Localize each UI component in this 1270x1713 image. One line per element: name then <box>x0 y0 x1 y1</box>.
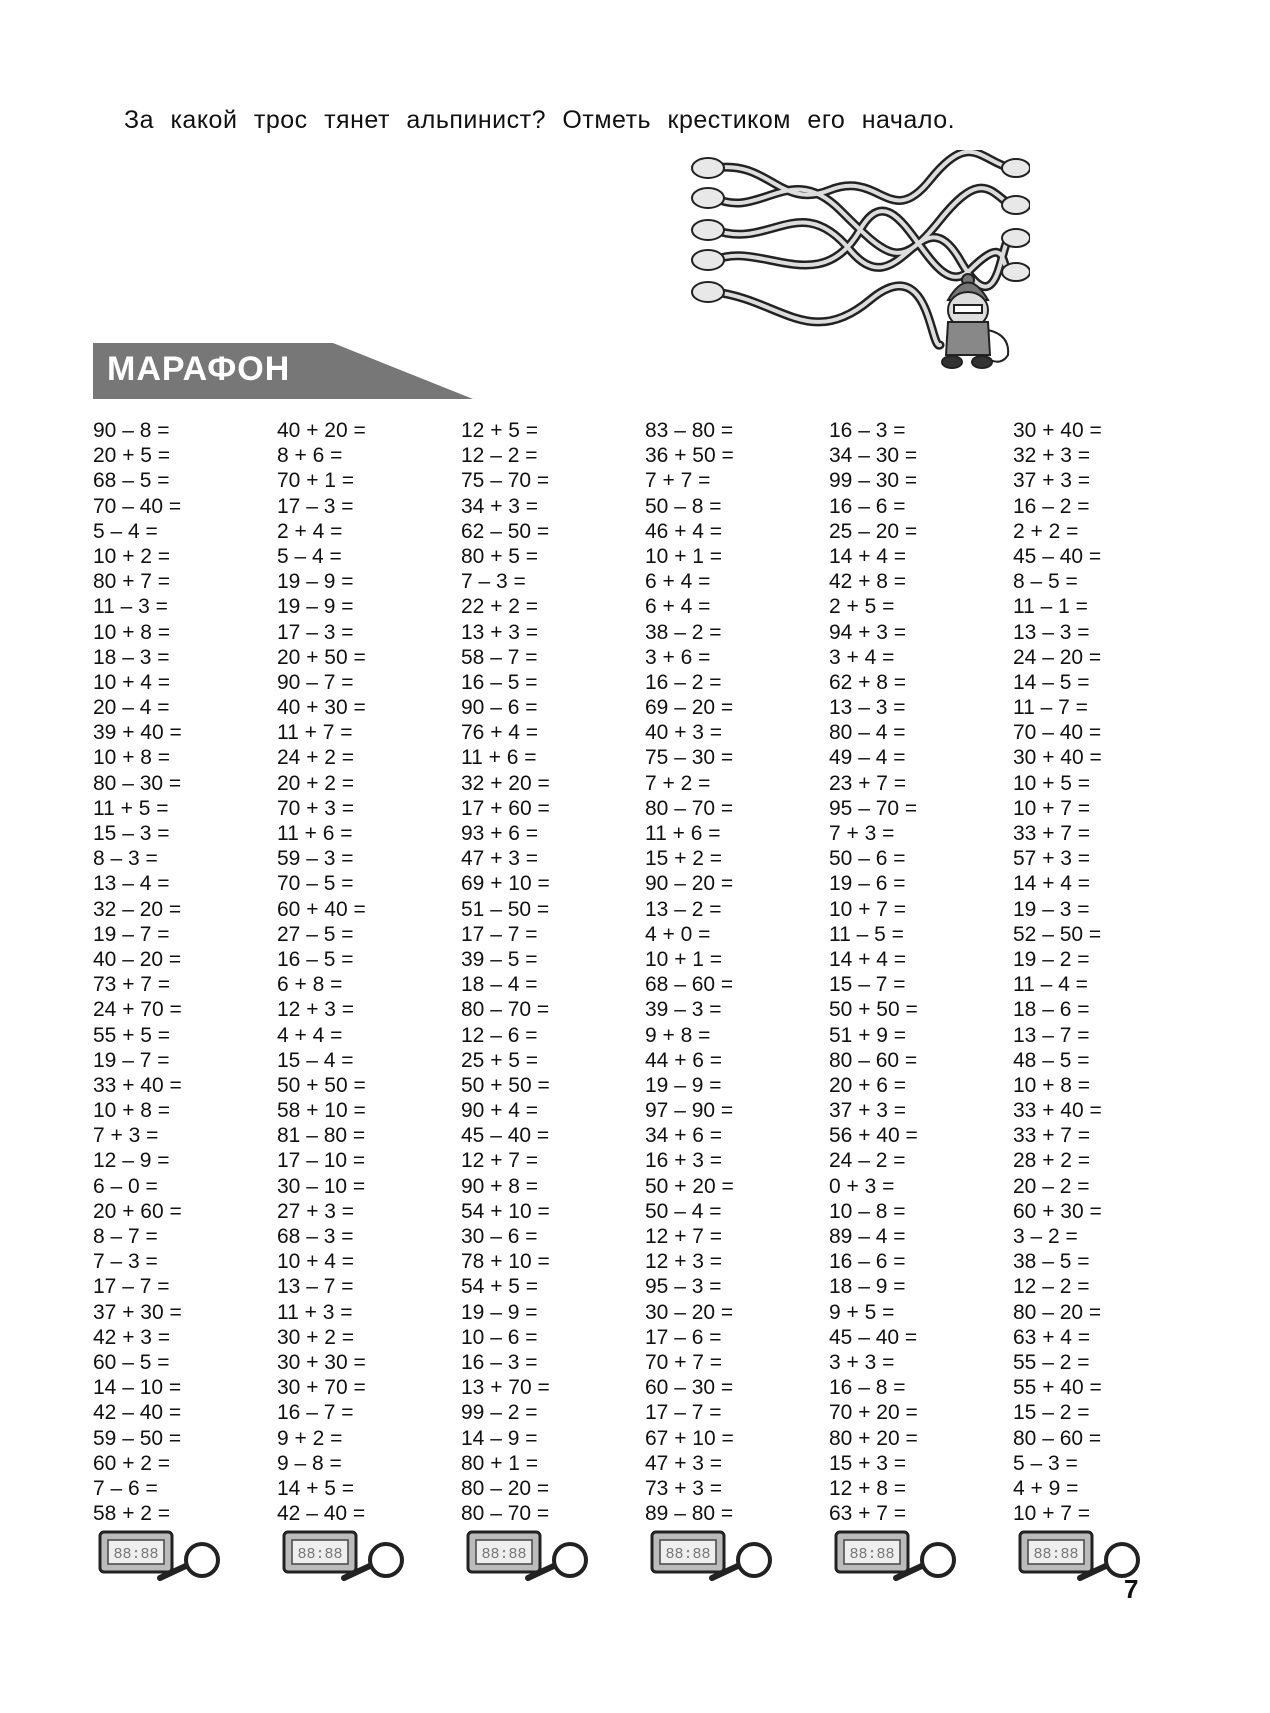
exercise-item: 70 + 20 = <box>829 1401 918 1425</box>
exercise-item: 20 – 4 = <box>93 696 170 720</box>
exercise-item: 75 – 70 = <box>461 469 550 493</box>
exercise-item: 5 – 4 = <box>277 544 342 568</box>
exercise-item: 58 + 2 = <box>93 1502 171 1526</box>
exercise-item: 33 + 40 = <box>1013 1099 1102 1123</box>
exercise-item: 25 + 5 = <box>461 1048 539 1072</box>
exercise-item: 90 – 7 = <box>277 670 354 694</box>
exercise-item: 13 – 3 = <box>1013 620 1090 644</box>
exercise-item: 10 + 7 = <box>1013 1502 1091 1526</box>
exercise-item: 80 + 7 = <box>93 570 171 594</box>
exercise-item: 81 – 80 = <box>277 1124 366 1148</box>
timer-digits: 88:88 <box>665 1546 711 1563</box>
instruction-text: За какой трос тянет альпинист? Отметь крестиком его начало. <box>124 106 956 134</box>
exercise-item: 3 + 3 = <box>829 1350 895 1374</box>
exercise-item: 17 – 3 = <box>277 494 354 518</box>
exercise-item: 7 – 6 = <box>93 1476 158 1500</box>
exercise-item: 10 + 8 = <box>93 1099 171 1123</box>
exercise-item: 14 + 4 = <box>1013 872 1091 896</box>
exercise-item: 80 – 4 = <box>829 721 906 745</box>
exercise-item: 12 – 2 = <box>461 444 538 468</box>
exercise-item: 70 + 7 = <box>645 1350 723 1374</box>
exercise-item: 60 + 30 = <box>1013 1199 1102 1223</box>
exercise-item: 30 + 30 = <box>277 1350 366 1374</box>
exercise-item: 19 – 9 = <box>277 595 354 619</box>
exercise-item: 46 + 4 = <box>645 519 723 543</box>
climber-figure <box>942 274 1008 368</box>
exercise-item: 70 – 40 = <box>93 494 182 518</box>
exercise-item: 16 – 3 = <box>829 419 906 442</box>
exercise-item: 8 + 6 = <box>277 444 343 468</box>
exercise-item: 32 + 20 = <box>461 771 550 795</box>
exercise-item: 4 + 9 = <box>1013 1476 1079 1500</box>
exercise-item: 42 – 40 = <box>277 1502 366 1526</box>
timer-digits: 88:88 <box>297 1546 343 1563</box>
exercise-item: 5 – 4 = <box>93 519 158 543</box>
exercise-item: 11 – 4 = <box>1013 973 1088 997</box>
exercise-item: 54 + 10 = <box>461 1199 550 1223</box>
exercise-column-1 <box>93 418 273 1526</box>
exercise-item: 16 – 3 = <box>461 1350 538 1374</box>
exercise-item: 10 + 1 = <box>645 544 723 568</box>
exercise-item: 12 + 3 = <box>277 998 355 1022</box>
exercise-item: 3 + 6 = <box>645 645 711 669</box>
exercise-item: 33 + 40 = <box>93 1073 182 1097</box>
exercise-item: 10 + 8 = <box>1013 1073 1091 1097</box>
exercise-item: 37 + 30 = <box>93 1300 182 1324</box>
exercise-item: 24 – 2 = <box>829 1149 906 1173</box>
exercise-item: 60 + 40 = <box>277 897 366 921</box>
exercise-item: 10 + 2 = <box>93 544 171 568</box>
exercise-item: 62 – 50 = <box>461 519 550 543</box>
exercise-item: 37 + 3 = <box>1013 469 1091 493</box>
exercise-item: 33 + 7 = <box>1013 1124 1091 1148</box>
exercise-item: 67 + 10 = <box>645 1426 734 1450</box>
exercise-item: 13 – 7 = <box>277 1275 354 1299</box>
exercise-item: 9 – 8 = <box>277 1451 342 1475</box>
exercise-item: 20 + 2 = <box>277 771 355 795</box>
exercise-item: 20 + 60 = <box>93 1199 182 1223</box>
exercise-item: 38 – 2 = <box>645 620 722 644</box>
exercise-item: 14 – 5 = <box>1013 670 1090 694</box>
exercise-item: 80 – 20 = <box>461 1476 550 1500</box>
exercise-item: 70 + 3 = <box>277 796 355 820</box>
exercise-item: 40 – 20 = <box>93 947 182 971</box>
exercise-item: 89 – 80 = <box>645 1502 734 1526</box>
exercise-item: 10 + 7 = <box>829 897 907 921</box>
exercise-item: 16 – 8 = <box>829 1376 906 1400</box>
exercise-item: 13 – 7 = <box>1013 1023 1090 1047</box>
exercise-item: 90 – 6 = <box>461 696 538 720</box>
exercise-item: 30 + 40 = <box>1013 746 1102 770</box>
exercise-item: 6 + 4 = <box>645 570 711 594</box>
exercise-item: 14 + 4 = <box>829 947 907 971</box>
exercise-item: 6 – 0 = <box>93 1174 158 1198</box>
exercise-item: 12 + 3 = <box>645 1250 723 1274</box>
exercise-item: 15 + 3 = <box>829 1451 907 1475</box>
exercise-item: 27 + 3 = <box>277 1199 355 1223</box>
exercise-item: 95 – 3 = <box>645 1275 722 1299</box>
exercise-item: 80 – 20 = <box>1013 1300 1102 1324</box>
exercise-item: 10 – 6 = <box>461 1325 538 1349</box>
exercise-item: 58 + 10 = <box>277 1099 366 1123</box>
exercise-item: 50 + 50 = <box>829 998 918 1022</box>
exercise-item: 34 + 6 = <box>645 1124 723 1148</box>
rope-maze-illustration <box>690 150 1030 390</box>
exercise-item: 10 + 8 = <box>93 620 171 644</box>
exercise-item: 93 + 6 = <box>461 822 539 845</box>
exercise-item: 42 + 8 = <box>829 570 907 594</box>
exercise-item: 14 – 10 = <box>93 1376 182 1400</box>
exercise-item: 7 + 2 = <box>645 771 711 795</box>
exercise-item: 16 – 2 = <box>1013 494 1090 518</box>
exercise-item: 60 – 5 = <box>93 1350 170 1374</box>
exercise-item: 13 + 70 = <box>461 1376 550 1400</box>
exercise-item: 39 – 3 = <box>645 998 722 1022</box>
exercise-item: 11 + 6 = <box>277 822 353 845</box>
exercise-item: 17 – 10 = <box>277 1149 366 1173</box>
exercise-item: 50 + 20 = <box>645 1174 734 1198</box>
exercise-item: 7 – 3 = <box>93 1250 158 1274</box>
exercise-item: 60 – 30 = <box>645 1376 734 1400</box>
exercise-item: 40 + 20 = <box>277 419 366 442</box>
timer-digits: 88:88 <box>113 1546 159 1563</box>
exercise-item: 11 – 5 = <box>829 922 904 946</box>
page-number: 7 <box>1124 1574 1139 1604</box>
exercise-item: 52 – 50 = <box>1013 922 1102 946</box>
exercise-item: 11 – 1 = <box>1013 595 1088 619</box>
exercise-item: 37 + 3 = <box>829 1099 907 1123</box>
exercise-item: 80 + 1 = <box>461 1451 539 1475</box>
exercise-item: 78 + 10 = <box>461 1250 550 1274</box>
exercise-item: 80 – 60 = <box>829 1048 918 1072</box>
exercise-item: 19 – 6 = <box>829 872 906 896</box>
exercise-item: 11 + 5 = <box>93 796 169 820</box>
exercise-item: 19 – 9 = <box>645 1073 722 1097</box>
exercise-item: 30 – 20 = <box>645 1300 734 1324</box>
exercise-item: 3 – 2 = <box>1013 1225 1078 1248</box>
exercise-item: 16 – 6 = <box>829 1250 906 1274</box>
exercise-item: 6 + 8 = <box>277 973 343 997</box>
exercise-item: 9 + 2 = <box>277 1426 343 1450</box>
exercise-item: 83 – 80 = <box>645 419 734 442</box>
exercise-item: 90 + 4 = <box>461 1099 539 1123</box>
exercise-item: 12 + 7 = <box>645 1225 723 1248</box>
exercise-item: 80 – 70 = <box>461 998 550 1022</box>
timer-magnifier-icon <box>282 1530 412 1586</box>
exercise-item: 12 – 2 = <box>1013 1275 1090 1299</box>
exercise-item: 3 + 4 = <box>829 645 895 669</box>
exercise-item: 54 + 5 = <box>461 1275 539 1299</box>
exercise-item: 16 – 5 = <box>277 947 354 971</box>
exercise-item: 19 – 7 = <box>93 1048 170 1072</box>
timer-magnifier-icon <box>650 1530 780 1586</box>
exercise-item: 80 – 30 = <box>93 771 182 795</box>
exercise-item: 63 + 7 = <box>829 1502 907 1526</box>
exercise-item: 50 – 4 = <box>645 1199 722 1223</box>
exercise-item: 68 – 3 = <box>277 1225 354 1248</box>
exercise-item: 47 + 3 = <box>645 1451 723 1475</box>
timer-digits: 88:88 <box>481 1546 527 1563</box>
exercise-item: 9 + 5 = <box>829 1300 895 1324</box>
exercise-item: 20 + 6 = <box>829 1073 907 1097</box>
exercise-item: 2 + 4 = <box>277 519 343 543</box>
exercise-item: 47 + 3 = <box>461 847 539 871</box>
exercise-item: 7 + 3 = <box>93 1124 159 1148</box>
exercise-item: 17 – 7 = <box>461 922 538 946</box>
exercise-item: 14 – 9 = <box>461 1426 538 1450</box>
exercise-item: 73 + 7 = <box>93 973 171 997</box>
exercise-item: 12 + 5 = <box>461 419 539 442</box>
exercise-item: 20 + 5 = <box>93 444 171 468</box>
exercise-item: 55 – 2 = <box>1013 1350 1090 1374</box>
exercise-item: 30 – 6 = <box>461 1225 538 1248</box>
exercise-item: 90 – 8 = <box>93 419 170 442</box>
exercise-item: 19 – 9 = <box>277 570 354 594</box>
exercise-item: 70 – 5 = <box>277 872 354 896</box>
exercise-item: 18 – 3 = <box>93 645 170 669</box>
exercise-item: 24 – 20 = <box>1013 645 1102 669</box>
exercise-item: 34 + 3 = <box>461 494 539 518</box>
exercise-item: 2 + 5 = <box>829 595 895 619</box>
exercise-item: 48 – 5 = <box>1013 1048 1090 1072</box>
exercise-item: 14 + 5 = <box>277 1476 355 1500</box>
exercise-item: 69 – 20 = <box>645 696 734 720</box>
exercise-item: 13 – 2 = <box>645 897 722 921</box>
exercise-item: 50 – 8 = <box>645 494 722 518</box>
exercise-item: 10 – 8 = <box>829 1199 906 1223</box>
exercise-item: 80 – 60 = <box>1013 1426 1102 1450</box>
exercise-item: 16 – 6 = <box>829 494 906 518</box>
exercise-item: 45 – 40 = <box>1013 544 1102 568</box>
exercise-item: 70 + 1 = <box>277 469 355 493</box>
exercise-item: 44 + 6 = <box>645 1048 723 1072</box>
exercise-item: 10 + 5 = <box>1013 771 1091 795</box>
exercise-item: 4 + 4 = <box>277 1023 343 1047</box>
exercise-item: 39 + 40 = <box>93 721 182 745</box>
exercise-item: 76 + 4 = <box>461 721 539 745</box>
exercise-item: 80 + 20 = <box>829 1426 918 1450</box>
exercise-item: 18 – 9 = <box>829 1275 906 1299</box>
exercise-item: 75 – 30 = <box>645 746 734 770</box>
exercise-item: 32 – 20 = <box>93 897 182 921</box>
exercise-column-2 <box>277 418 457 1526</box>
exercise-item: 11 + 3 = <box>277 1300 353 1324</box>
exercise-column-3 <box>461 418 641 1526</box>
exercise-item: 36 + 50 = <box>645 444 734 468</box>
exercise-item: 17 – 7 = <box>93 1275 170 1299</box>
exercise-item: 90 + 8 = <box>461 1174 539 1198</box>
exercise-item: 62 + 8 = <box>829 670 907 694</box>
exercise-item: 4 + 0 = <box>645 922 711 946</box>
exercise-item: 94 + 3 = <box>829 620 907 644</box>
exercise-item: 6 + 4 = <box>645 595 711 619</box>
exercise-item: 39 – 5 = <box>461 947 538 971</box>
exercise-item: 59 – 50 = <box>93 1426 182 1450</box>
exercise-item: 68 – 60 = <box>645 973 734 997</box>
exercise-item: 16 + 3 = <box>645 1149 723 1173</box>
exercise-item: 14 + 4 = <box>829 544 907 568</box>
exercise-item: 15 – 4 = <box>277 1048 354 1072</box>
exercise-item: 25 – 20 = <box>829 519 918 543</box>
exercise-item: 13 – 3 = <box>829 696 906 720</box>
exercise-item: 51 – 50 = <box>461 897 550 921</box>
exercise-item: 27 – 5 = <box>277 922 354 946</box>
exercise-item: 11 + 6 = <box>461 746 537 770</box>
exercise-item: 15 – 3 = <box>93 822 170 845</box>
exercise-item: 17 – 7 = <box>645 1401 722 1425</box>
exercise-item: 12 – 6 = <box>461 1023 538 1047</box>
exercise-item: 68 – 5 = <box>93 469 170 493</box>
exercise-item: 2 + 2 = <box>1013 519 1079 543</box>
exercise-item: 58 – 7 = <box>461 645 538 669</box>
exercise-item: 17 – 6 = <box>645 1325 722 1349</box>
exercise-item: 50 + 50 = <box>277 1073 366 1097</box>
exercise-item: 59 – 3 = <box>277 847 354 871</box>
exercise-item: 23 + 7 = <box>829 771 907 795</box>
exercise-item: 16 – 5 = <box>461 670 538 694</box>
timer-magnifier-icon <box>98 1530 228 1586</box>
exercise-item: 99 – 2 = <box>461 1401 538 1425</box>
exercise-item: 13 + 3 = <box>461 620 539 644</box>
exercise-item: 7 + 3 = <box>829 822 895 845</box>
exercise-item: 16 – 2 = <box>645 670 722 694</box>
exercise-item: 10 + 4 = <box>277 1250 355 1274</box>
exercise-item: 42 – 40 = <box>93 1401 182 1425</box>
exercise-item: 19 – 9 = <box>461 1300 538 1324</box>
exercise-item: 50 – 6 = <box>829 847 906 871</box>
exercise-item: 13 – 4 = <box>93 872 170 896</box>
exercise-item: 30 – 10 = <box>277 1174 366 1198</box>
exercise-item: 20 + 50 = <box>277 645 366 669</box>
exercise-item: 17 + 60 = <box>461 796 550 820</box>
exercise-item: 49 – 4 = <box>829 746 906 770</box>
exercise-item: 11 – 3 = <box>93 595 168 619</box>
exercise-item: 24 + 70 = <box>93 998 182 1022</box>
exercise-item: 55 + 40 = <box>1013 1376 1102 1400</box>
exercise-item: 80 + 5 = <box>461 544 539 568</box>
exercise-item: 12 + 8 = <box>829 1476 907 1500</box>
exercise-item: 7 + 7 = <box>645 469 711 493</box>
exercise-item: 51 + 9 = <box>829 1023 907 1047</box>
exercise-item: 15 – 2 = <box>1013 1401 1090 1425</box>
exercise-item: 16 – 7 = <box>277 1401 354 1425</box>
exercise-item: 24 + 2 = <box>277 746 355 770</box>
exercise-item: 30 + 2 = <box>277 1325 355 1349</box>
exercise-item: 28 + 2 = <box>1013 1149 1091 1173</box>
exercise-item: 57 + 3 = <box>1013 847 1091 871</box>
exercise-item: 40 + 30 = <box>277 696 366 720</box>
exercise-item: 8 – 3 = <box>93 847 158 871</box>
exercise-item: 19 – 3 = <box>1013 897 1090 921</box>
exercise-item: 42 + 3 = <box>93 1325 171 1349</box>
exercise-item: 50 + 50 = <box>461 1073 550 1097</box>
exercise-item: 10 + 4 = <box>93 670 171 694</box>
exercise-item: 30 + 40 = <box>1013 419 1102 442</box>
exercise-item: 70 – 40 = <box>1013 721 1102 745</box>
exercise-item: 45 – 40 = <box>829 1325 918 1349</box>
exercise-item: 12 – 9 = <box>93 1149 170 1173</box>
exercise-item: 11 – 7 = <box>1013 696 1088 720</box>
exercise-item: 19 – 2 = <box>1013 947 1090 971</box>
exercise-item: 22 + 2 = <box>461 595 539 619</box>
exercise-item: 7 – 3 = <box>461 570 526 594</box>
exercise-item: 5 – 3 = <box>1013 1451 1078 1475</box>
exercise-item: 69 + 10 = <box>461 872 550 896</box>
exercise-item: 40 + 3 = <box>645 721 723 745</box>
exercise-item: 9 + 8 = <box>645 1023 711 1047</box>
exercise-item: 18 – 4 = <box>461 973 538 997</box>
exercise-item: 95 – 70 = <box>829 796 918 820</box>
exercise-item: 12 + 7 = <box>461 1149 539 1173</box>
exercise-item: 30 + 70 = <box>277 1376 366 1400</box>
exercise-column-5 <box>829 418 1009 1526</box>
timer-digits: 88:88 <box>1033 1546 1079 1563</box>
exercise-item: 45 – 40 = <box>461 1124 550 1148</box>
timer-magnifier-icon <box>466 1530 596 1586</box>
exercise-item: 99 – 30 = <box>829 469 918 493</box>
exercise-item: 11 + 6 = <box>645 822 721 845</box>
timer-magnifier-icon <box>834 1530 964 1586</box>
exercise-column-6 <box>1013 418 1193 1526</box>
exercise-item: 63 + 4 = <box>1013 1325 1091 1349</box>
exercise-item: 10 + 8 = <box>93 746 171 770</box>
exercise-column-4 <box>645 418 825 1526</box>
exercise-item: 56 + 40 = <box>829 1124 918 1148</box>
exercise-item: 0 + 3 = <box>829 1174 895 1198</box>
exercise-item: 73 + 3 = <box>645 1476 723 1500</box>
exercise-item: 8 – 7 = <box>93 1225 158 1248</box>
exercise-item: 32 + 3 = <box>1013 444 1091 468</box>
exercise-item: 33 + 7 = <box>1013 822 1091 845</box>
exercise-item: 17 – 3 = <box>277 620 354 644</box>
exercise-item: 8 – 5 = <box>1013 570 1078 594</box>
exercise-item: 15 – 7 = <box>829 973 906 997</box>
exercise-item: 34 – 30 = <box>829 444 918 468</box>
exercise-item: 55 + 5 = <box>93 1023 171 1047</box>
section-title: МАРАФОН <box>107 350 291 388</box>
exercise-item: 90 – 20 = <box>645 872 734 896</box>
exercise-item: 89 – 4 = <box>829 1225 906 1248</box>
exercise-item: 10 + 1 = <box>645 947 723 971</box>
exercise-item: 80 – 70 = <box>645 796 734 820</box>
exercise-item: 80 – 70 = <box>461 1502 550 1526</box>
exercise-item: 20 – 2 = <box>1013 1174 1090 1198</box>
exercise-item: 11 + 7 = <box>277 721 353 745</box>
exercise-item: 97 – 90 = <box>645 1099 734 1123</box>
exercise-item: 15 + 2 = <box>645 847 723 871</box>
exercise-item: 19 – 7 = <box>93 922 170 946</box>
exercise-item: 18 – 6 = <box>1013 998 1090 1022</box>
timer-digits: 88:88 <box>849 1546 895 1563</box>
exercise-item: 10 + 7 = <box>1013 796 1091 820</box>
exercise-item: 60 + 2 = <box>93 1451 171 1475</box>
exercise-item: 38 – 5 = <box>1013 1250 1090 1274</box>
